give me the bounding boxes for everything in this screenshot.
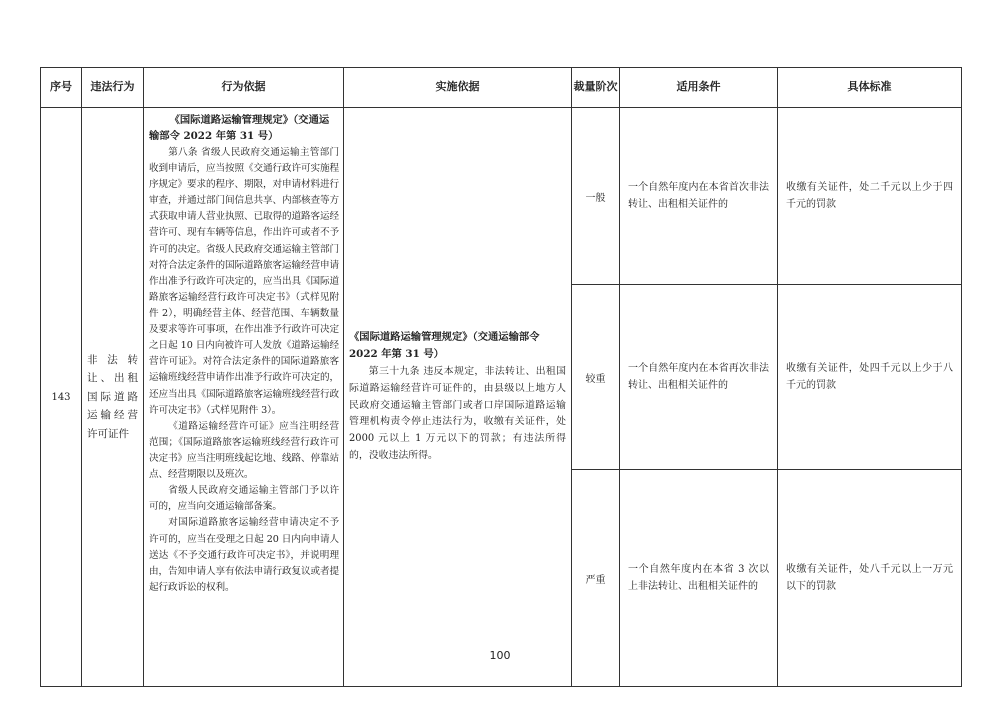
cell-level-severe: 严重 [572,470,620,687]
basis-paragraph: 第八条 省级人民政府交通运输主管部门收到申请后，应当按照《交通行政许可实施程序规定》要求的程序、期限，对申请材料进行审查，并通过部门间信息共享、内部核查等方式获取申请人营业执照、已取得的道路客运经营许可、现有车辆等信息，作出许可或者不予许可的决定。省级人民政府交通运输主管部门对符合法定条件的国际道路旅客运输经营申请作出准予行政许可决定的，应当出具《国际道路旅客运输经营行政许可决定书》（式样见附件 2），明确经营主体、经营范围、车辆数量及要求等许可事项，在作出准予行政许可决定之日起 10 日内向被许可人发放《道路运输经营许可证》。对符合法定条件的国际道路旅客运输班线经营申请作出准予行政许可决定的，还应当出具《国际道路旅客运输班线经营行政许可决定书》（式样见附件 3）。 [149,146,339,416]
basis-title: 《国际道路运输管理规定》（交通运输部令 2022 年第 31 号） [149,114,330,143]
cell-violation: 非法转让、出租国际道路运输经营许可证件 [82,108,144,687]
cell-condition-severe: 一个自然年度内在本省 3 次以上非法转让、出租相关证件的 [620,470,778,687]
header-seq: 序号 [41,68,82,108]
penalty-discretion-table [40,67,962,687]
cell-basis [144,108,344,687]
cell-condition-general: 一个自然年度内在本省首次非法转让、出租相关证件的 [620,108,778,285]
cell-level-general: 一般 [572,108,620,285]
basis-paragraph: 对国际道路旅客运输经营申请决定不予许可的，应当在受理之日起 20 日内向申请人送达《不予交通行政许可决定书》，并说明理由，告知申请人享有依法申请行政复议或者提起行政诉讼的权利。 [149,517,339,593]
cell-standard-severe: 收缴有关证件，处八千元以上一万元以下的罚款 [778,470,962,687]
cell-condition-serious: 一个自然年度内在本省再次非法转让、出租相关证件的 [620,285,778,470]
cell-implementation [344,108,572,687]
header-condition: 适用条件 [620,68,778,108]
implementation-title: 《国际道路运输管理规定》（交通运输部令 2022 年第 31 号） [349,331,540,360]
implementation-body: 第三十九条 违反本规定，非法转让、出租国际道路运输经营许可证件的，由县级以上地方人民政府交通运输主管部门或者口岸国际道路运输管理机构责令停止违法行为，收缴有关证件，处 2000 元以上 1 万元以下的罚款；有违法所得的，没收违法所得。 [349,365,566,462]
cell-standard-serious: 收缴有关证件，处四千元以上少于八千元的罚款 [778,285,962,470]
cell-standard-general: 收缴有关证件，处二千元以上少于四千元的罚款 [778,108,962,285]
cell-level-serious: 较重 [572,285,620,470]
cell-seq: 143 [41,108,82,687]
header-level: 裁量阶次 [572,68,620,108]
header-basis: 行为依据 [144,68,344,108]
basis-paragraph: 省级人民政府交通运输主管部门予以许可的，应当向交通运输部备案。 [149,485,339,513]
header-violation: 违法行为 [82,68,144,108]
page-number: 100 [489,649,511,662]
basis-paragraph: 《道路运输经营许可证》应当注明经营范围；《国际道路旅客运输班线经营行政许可决定书》应当注明班线起讫地、线路、停靠站点、经营期限以及班次。 [149,420,339,481]
table-row [41,108,962,285]
table-header-row [41,68,962,108]
header-implementation: 实施依据 [344,68,572,108]
header-standard: 具体标准 [778,68,962,108]
